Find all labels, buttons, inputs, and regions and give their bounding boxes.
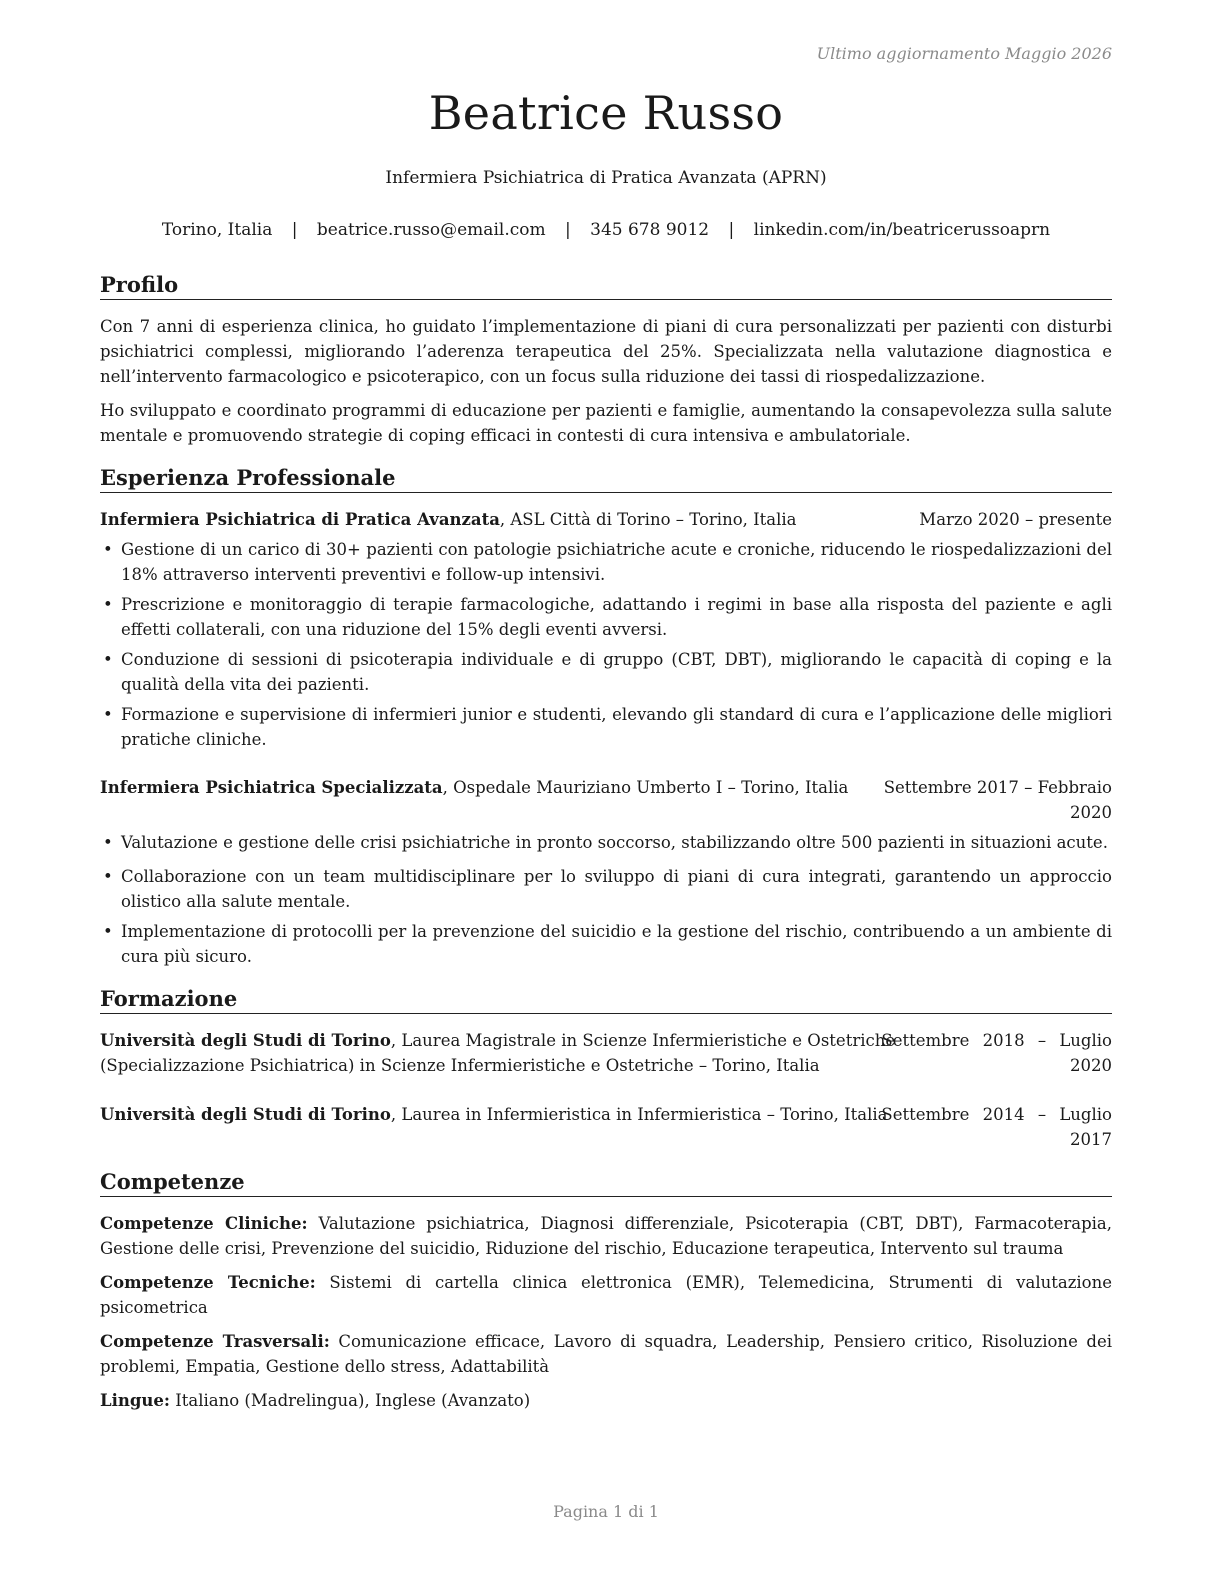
skill-label: Competenze Tecniche: — [100, 1273, 316, 1292]
education-dates — [881, 1028, 1112, 1078]
skill-label: Lingue: — [100, 1391, 170, 1410]
education-dates-line: Settembre 2014 – Luglio — [881, 1105, 1112, 1124]
list-item: • Prescrizione e monitoraggio di terapie farmacologiche, adattando i regimi in base alla risposta del paziente e agli effetti collaterali, con una riduzione del 15% degli eventi avversi. — [100, 592, 1112, 642]
section-title-experience: Esperienza Professionale — [100, 465, 1112, 493]
education-degree: , Laurea Magistrale in Scienze Infermieristiche e Ostetriche — [390, 1031, 896, 1050]
list-item: • Valutazione e gestione delle crisi psichiatriche in pronto soccorso, stabilizzando oltre 500 pazienti in situazioni acute. — [100, 830, 1118, 855]
skill-text: Italiano (Madrelingua), Inglese (Avanzato) — [175, 1391, 531, 1410]
skill-group — [100, 1270, 1112, 1320]
list-item: • Formazione e supervisione di infermieri junior e studenti, elevando gli standard di cura e l’applicazione delle migliori pratiche cliniche. — [100, 702, 1112, 752]
job-place: , ASL Città di Torino – Torino, Italia — [499, 510, 797, 529]
education-entry — [100, 1028, 1112, 1078]
page-number: Pagina 1 di 1 — [553, 1502, 659, 1521]
section-title-skills: Competenze — [100, 1169, 1112, 1197]
job-bullets — [100, 830, 1118, 860]
job-dates-line: Settembre 2017 – Febbraio — [883, 778, 1112, 797]
candidate-name: Beatrice Russo — [428, 86, 784, 140]
skill-text: Comunicazione efficace, Lavoro di squadra, Leadership, Pensiero critico, Risoluzione dei problemi, Empatia, Gestione dello stress, Adattabilità — [100, 1332, 1112, 1376]
list-item: • Conduzione di sessioni di psicoterapia individuale e di gruppo (CBT, DBT), migliorando le capacità di coping e la qualità della vita dei pazienti. — [100, 647, 1112, 697]
education-entry — [100, 1102, 1112, 1149]
job-dates: Marzo 2020 – presente — [919, 510, 1112, 529]
skill-label: Competenze Cliniche: — [100, 1214, 308, 1233]
job-header — [100, 507, 1112, 532]
section-title-education: Formazione — [100, 986, 1112, 1014]
education-school: Università degli Studi di Torino — [100, 1031, 391, 1050]
candidate-title: Infermiera Psichiatrica di Pratica Avanzata (APRN) — [385, 168, 827, 188]
contact-email[interactable]: beatrice.russo@email.com — [316, 220, 546, 240]
job-dates-line: 2020 — [1070, 803, 1112, 822]
job-role: Infermiera Psichiatrica di Pratica Avanzata — [100, 510, 500, 529]
job-place: , Ospedale Mauriziano Umberto I – Torino, Italia — [442, 778, 849, 797]
skill-group — [100, 1388, 1112, 1413]
contact-phone: 345 678 9012 — [590, 220, 710, 240]
education-dates-line: Settembre 2018 – Luglio — [881, 1031, 1112, 1050]
list-item: • Gestione di un carico di 30+ pazienti con patologie psichiatriche acute e croniche, riducendo le riospedalizzazioni del 18% attraverso interventi preventivi e follow-up intensivi. — [100, 537, 1112, 587]
job-header — [100, 775, 1112, 822]
job-dates — [884, 775, 1112, 825]
profile-paragraph: Ho sviluppato e coordinato programmi di educazione per pazienti e famiglie, aumentando la consapevolezza sulla salute mentale e promuovendo strategie di coping efficaci in contesti di cura intensiva e ambulatoriale. — [100, 401, 1112, 445]
skill-group — [100, 1211, 1112, 1261]
job-bullets — [100, 864, 1112, 974]
contact-separator: | — [291, 220, 298, 240]
skill-label: Competenze Trasversali: — [100, 1332, 330, 1351]
skill-text: Valutazione psichiatrica, Diagnosi differenziale, Psicoterapia (CBT, DBT), Farmacoterapia, Gestione delle crisi, Prevenzione del suicidio, Riduzione del rischio, Educazione terapeutica, Intervento sul trauma — [100, 1214, 1112, 1258]
last-updated-note: Ultimo aggiornamento Maggio 2026 — [816, 44, 1112, 63]
list-item: • Collaborazione con un team multidisciplinare per lo sviluppo di piani di cura integrati, garantendo un approccio olistico alla salute mentale. — [100, 864, 1112, 914]
skill-text: Sistemi di cartella clinica elettronica (EMR), Telemedicina, Strumenti di valutazione psicometrica — [100, 1273, 1113, 1317]
contact-line — [100, 220, 1112, 240]
contact-separator: | — [728, 220, 735, 240]
section-title-profile: Profilo — [100, 272, 1112, 300]
education-degree-detail: (Specializzazione Psichiatrica) in Scienze Infermieristiche e Ostetriche – Torino, Italia — [100, 1056, 820, 1075]
education-degree: , Laurea in Infermieristica in Infermieristica – Torino, Italia — [390, 1105, 888, 1124]
skill-group — [100, 1329, 1112, 1379]
education-dates — [881, 1102, 1112, 1152]
job-role: Infermiera Psichiatrica Specializzata — [100, 778, 443, 797]
contact-linkedin[interactable]: linkedin.com/in/beatricerussoaprn — [753, 220, 1051, 240]
job-bullets — [100, 537, 1112, 757]
contact-separator: | — [565, 220, 571, 240]
list-item: • Implementazione di protocolli per la prevenzione del suicidio e la gestione del rischio, contribuendo a un ambiente di cura più sicuro. — [100, 919, 1112, 969]
profile-paragraph: Con 7 anni di esperienza clinica, ho guidato l’implementazione di piani di cura personalizzati per pazienti con disturbi psichiatrici complessi, migliorando l’aderenza terapeutica del 25%. Specializzata nella valutazione diagnostica e nell’intervento farmacologico e psicoterapico, con un focus sulla riduzione dei tassi di riospedalizzazione. — [100, 317, 1112, 386]
education-dates-line: 2020 — [1070, 1056, 1112, 1075]
contact-location: Torino, Italia — [161, 220, 273, 240]
education-school: Università degli Studi di Torino — [100, 1105, 391, 1124]
education-dates-line: 2017 — [1070, 1130, 1112, 1149]
